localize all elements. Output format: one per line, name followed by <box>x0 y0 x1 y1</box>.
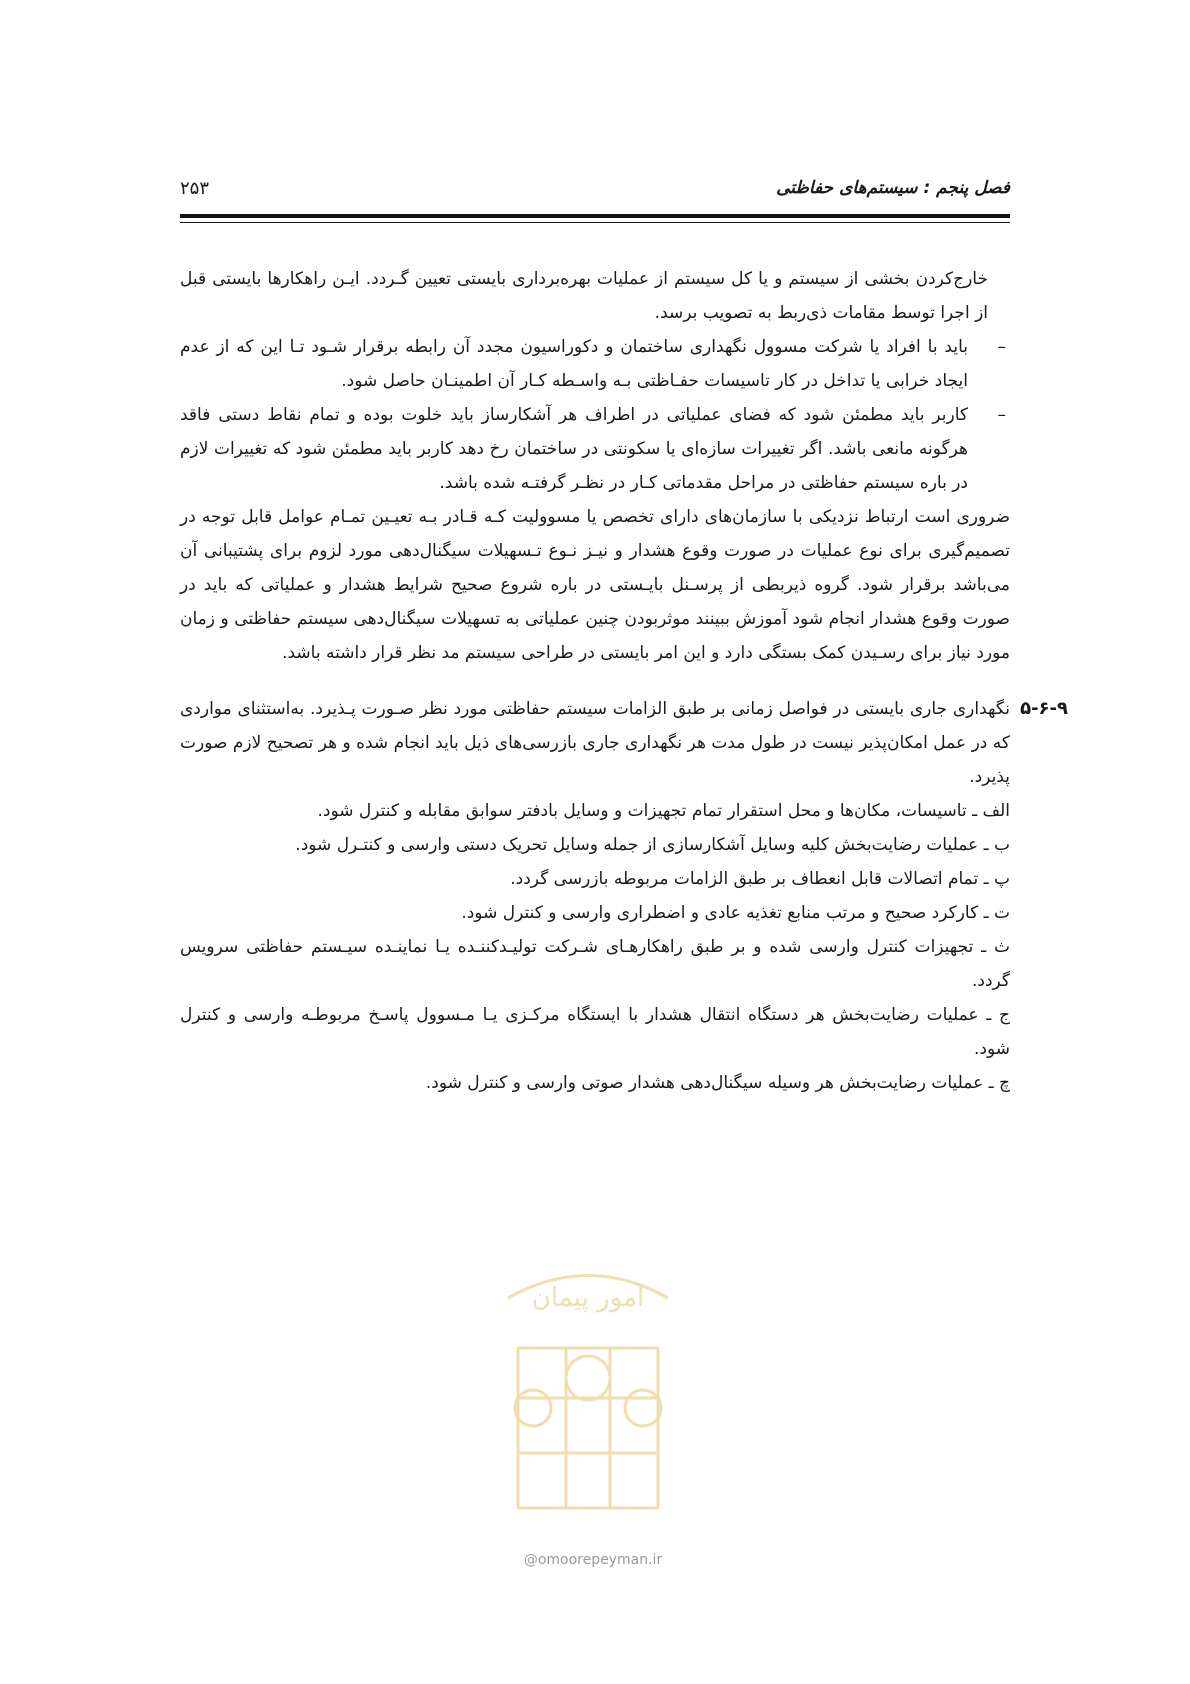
watermark-url: @omoorepeyman.ir <box>523 1552 663 1568</box>
continuation-paragraph: خارج‌کردن بخشی از سیستم و یا کل سیستم از عملیات بهره‌برداری بایستی تعیین گـردد. ایـن راهکارها بایستی قبل از اجرا توسط مقامات ذی‌ربط به تصویب برسد. <box>180 269 988 323</box>
bullet-dash: – <box>997 337 1006 357</box>
watermark-logo-text: امور پیمان <box>531 1283 645 1313</box>
bullet-item <box>180 398 1010 500</box>
page-number: ۲۵۳ <box>180 178 210 199</box>
section-5-6-9 <box>180 692 1068 1100</box>
list-item: چ ـ عملیات رضایت‌بخش هر وسیله سیگنال‌دهی هشدار صوتی وارسی و کنترل شود. <box>425 1073 1010 1093</box>
bullet-item <box>180 330 1010 398</box>
list-item: ب ـ عملیات رضایت‌بخش کلیه وسایل آشکارسازی از جمله وسایل تحریک دستی وارسی و کنتـرل شود. <box>295 835 1010 855</box>
list-item: ج ـ عملیات رضایت‌بخش هر دستگاه انتقال هشدار با ایستگاه مرکـزی یـا مـسوول پاسـخ مربوطـه وارسی و کنترل شود. <box>180 1005 1010 1059</box>
list-item: الف ـ تاسیسات، مکان‌ها و محل استقرار تمام تجهیزات و وسایل بادفتر سوابق مقابله و کنترل شود. <box>317 801 1010 821</box>
bullet-dash: – <box>997 405 1006 425</box>
bullet-text: باید با افراد یا شرکت مسوول نگهداری ساختمان و دکوراسیون مجدد آن رابطه برقرار شـود تـا این که از عدم ایجاد خرابی یا تداخل در کار تاسیسات حفـاظتی بـه واسـطه کـار آن اطمینـان حاصل شود. <box>180 337 968 391</box>
section-number: ۵-۶-۹ <box>1020 698 1068 719</box>
list-item: ث ـ تجهیزات کنترل وارسی شده و بر طبق راهکارهـای شـرکت تولیـدکننـده یـا نماینـده سیـستم حفاظتی سرویس گردد. <box>180 937 1010 991</box>
list-item: پ ـ تمام اتصالات قابل انعطاف بر طبق الزامات مربوطه بازرسی گردد. <box>510 869 1010 889</box>
header-rule-thin <box>180 222 1010 223</box>
body-text <box>180 262 1068 1100</box>
body-paragraph: ضروری است ارتباط نزدیکی با سازمان‌های دارای تخصص یا مسوولیت کـه قـادر بـه تعیـین تمـام عوامل قابل توجه در تصمیم‌گیری برای نوع عملیات در صورت وقوع هشدار و نیـز نـوع تـسهیلات سیگنال‌دهی مورد لزوم برای پشتیبانی آن می‌باشد برقرار شود. گروه ذیربطی از پرسـنل بایـستی در باره شروع صحیح شرایط هشدار و عملیاتی که باید در صورت وقوع هشدار انجام شود آموزش ببینند موثربودن چنین عملیاتی به تسهیلات سیگنال‌دهی سیستم حفاظتی و زمان مورد نیاز برای رسـیدن کمک بستگی دارد و این امر بایستی در طراحی سیستم مد نظر قرار داشته باشد. <box>180 507 1010 663</box>
header-rule-thick <box>180 214 1010 218</box>
chapter-title: فصل پنجم : سیستم‌های حفاظتی <box>776 178 1010 198</box>
bullet-text: کاربر باید مطمئن شود که فضای عملیاتی در اطراف هر آشکارساز باید خلوت بوده و تمام نقاط دستی فاقد هرگونه مانعی باشد. اگر تغییرات سازه‌ای یا سکونتی در ساختمان رخ دهد کاربر باید مطمئن شود که تغییرات لازم در باره سیستم حفاظتی در مراحل مقدماتی کـار در نظـر گرفتـه شده باشد. <box>180 405 968 493</box>
watermark-logo <box>488 1258 688 1528</box>
running-header <box>180 178 1010 208</box>
list-item: ت ـ کارکرد صحیح و مرتب منابع تغذیه عادی و اضطراری وارسی و کنترل شود. <box>461 903 1010 923</box>
section-intro: نگهداری جاری بایستی در فواصل زمانی بر طبق الزامات سیستم حفاظتی مورد نظر صـورت پـذیرد. به‌استثنای مواردی که در عمل امکان‌پذیر نیست در طول مدت هر نگهداری جاری بازرسی‌های ذیل باید انجام شده و هر تصحیح لازم صورت پذیرد. <box>180 699 1010 787</box>
